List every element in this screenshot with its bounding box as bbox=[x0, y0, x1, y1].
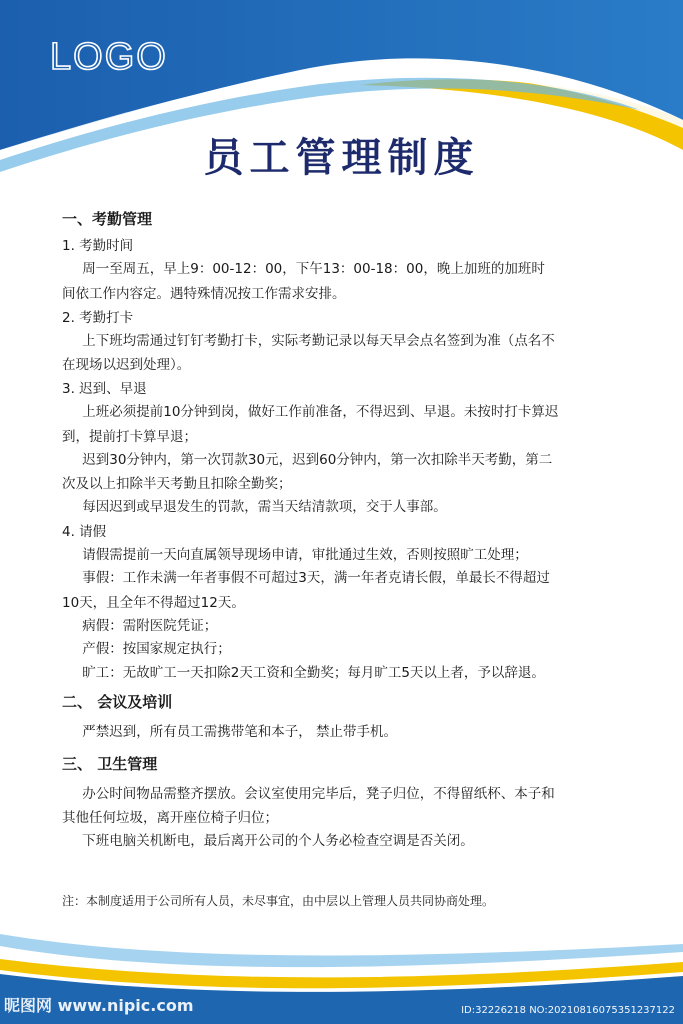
paragraph: 请假需提前一天向直属领导现场申请，审批通过生效，否则按照旷工处理； bbox=[82, 546, 528, 563]
paragraph-continuation: 其他任何垃圾，离开座位椅子归位； bbox=[62, 810, 278, 826]
paragraph: 周一至周五，早上9：00-12：00，下午13：00-18：00，晚上加班的加班时 bbox=[82, 261, 545, 277]
paragraph: 严禁迟到，所有员工需携带笔和本子， 禁止带手机。 bbox=[82, 724, 398, 740]
regulation-body bbox=[62, 206, 632, 854]
paragraph: 旷工：无故旷工一天扣除2天工资和全勤奖；每月旷工5天以上者，予以辞退。 bbox=[82, 664, 545, 681]
paragraph-continuation: 次及以上扣除半天考勤且扣除全勤奖； bbox=[62, 476, 292, 492]
paragraph: 上班必须提前10分钟到岗，做好工作前准备，不得迟到、早退。未按时打卡算迟 bbox=[82, 404, 559, 420]
paragraph: 迟到30分钟内，第一次罚款30元，迟到60分钟内，第一次扣除半天考勤，第二 bbox=[82, 451, 553, 468]
footnote: 注：本制度适用于公司所有人员，未尽事宜，由中层以上管理人员共同协商处理。 bbox=[62, 894, 495, 908]
paragraph: 办公时间物品需整齐摆放。会议室使用完毕后，凳子归位，不得留纸杯、本子和 bbox=[82, 785, 555, 802]
paragraph-continuation: 间依工作内容定。遇特殊情况按工作需求安排。 bbox=[62, 285, 346, 302]
paragraph: 产假：按国家规定执行； bbox=[82, 641, 231, 657]
section-heading-hygiene: 三、 卫生管理 bbox=[62, 754, 158, 773]
paragraph: 病假：需附医院凭证； bbox=[82, 617, 218, 634]
paragraph: 每因迟到或早退发生的罚款，需当天结清款项，交于人事部。 bbox=[82, 499, 447, 515]
watermark-site: 昵图网 www.nipic.com bbox=[4, 996, 194, 1015]
item-label: 2. 考勤打卡 bbox=[62, 309, 134, 326]
paragraph-continuation: 10天，且全年不得超过12天。 bbox=[62, 594, 245, 611]
section-heading-meetings: 二、 会议及培训 bbox=[62, 693, 173, 711]
paragraph-continuation: 到，提前打卡算早退； bbox=[62, 428, 197, 445]
paragraph: 事假：工作未满一年者事假不可超过3天，满一年者克请长假，单最长不得超过 bbox=[82, 570, 550, 586]
paragraph: 下班电脑关机断电，最后离开公司的个人务必检查空调是否关闭。 bbox=[82, 833, 474, 849]
paragraph: 上下班均需通过钉钉考勤打卡，实际考勤记录以每天早会点名签到为准（点名不 bbox=[82, 332, 555, 349]
logo: LOGO bbox=[50, 36, 168, 78]
item-label: 4. 请假 bbox=[62, 523, 107, 540]
watermark-id: ID:32226218 NO:20210816075351237122 bbox=[461, 1005, 675, 1016]
page-title: 员工管理制度 bbox=[203, 135, 480, 181]
paragraph-continuation: 在现场以迟到处理）。 bbox=[62, 357, 191, 373]
section-heading-attendance: 一、考勤管理 bbox=[62, 210, 153, 228]
item-label: 3. 迟到、早退 bbox=[62, 381, 147, 397]
item-label: 1. 考勤时间 bbox=[62, 238, 134, 254]
